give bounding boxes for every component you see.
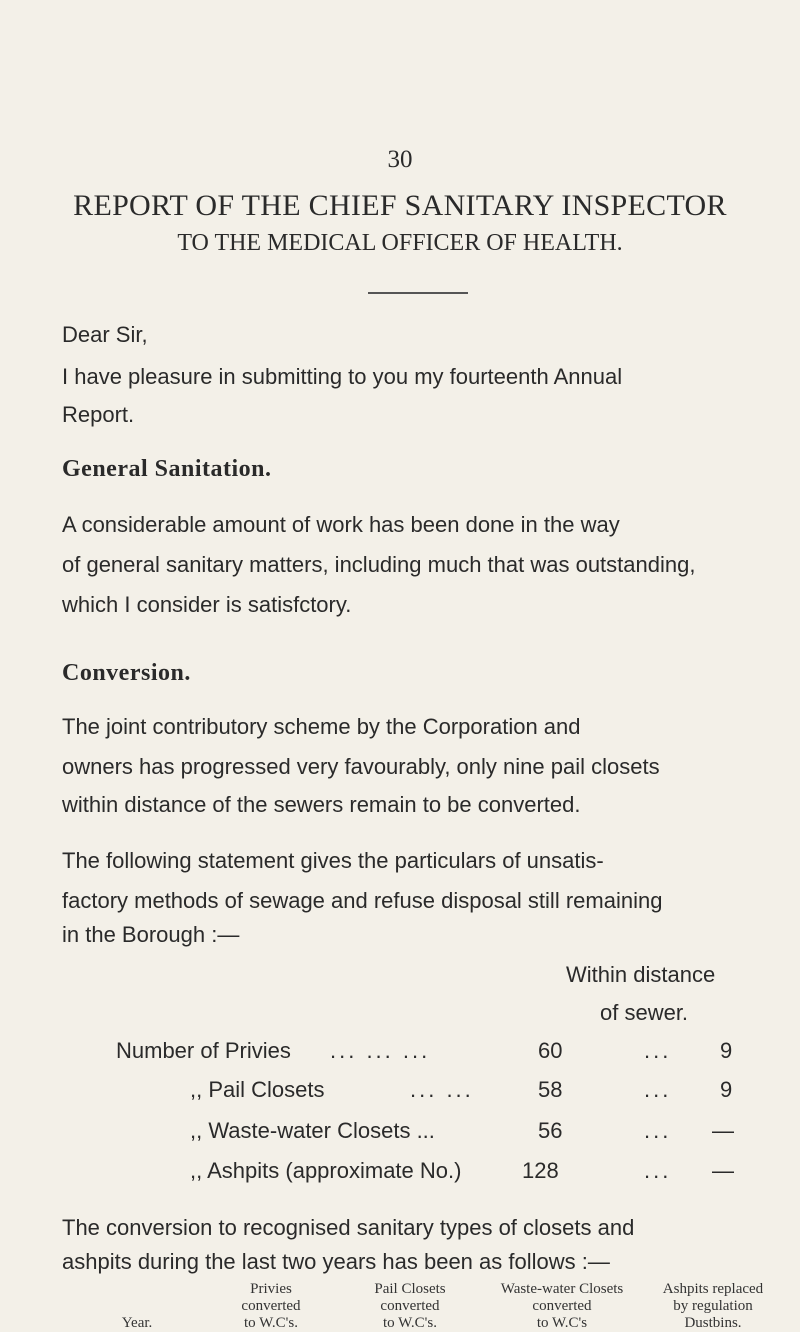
section1-line-2: of general sanitary matters, including much that was outstanding, xyxy=(62,552,696,577)
section-heading-conversion: Conversion. xyxy=(62,660,191,686)
pail-header: Pail Closets converted to W.C's. xyxy=(374,1281,446,1331)
row-dots: ... ... xyxy=(410,1077,474,1102)
section2-line-2: owners has progressed very favourably, only nine pail closets xyxy=(62,754,660,779)
row-sep: ... xyxy=(644,1038,672,1063)
section1-line-3: which I consider is satisfctory. xyxy=(62,592,352,617)
waste-header: Waste-water Closets converted to W.C's xyxy=(500,1281,624,1331)
row-label: ,, Ashpits (approximate No.) xyxy=(190,1158,462,1183)
row-sep: ... xyxy=(644,1158,672,1183)
statement-line-1: The following statement gives the particulars of unsatis- xyxy=(62,848,604,873)
row-dots: ... ... ... xyxy=(330,1038,431,1063)
statement-line-3: in the Borough :— xyxy=(62,922,240,947)
conversion-line-2: ashpits during the last two years has been as follows :— xyxy=(62,1249,610,1274)
of-sewer-heading: of sewer. xyxy=(600,1000,689,1025)
row-within: 9 xyxy=(720,1077,733,1102)
row-label: ,, Waste-water Closets ... xyxy=(190,1118,435,1143)
section2-line-3: within distance of the sewers remain to be converted. xyxy=(62,792,581,817)
row-total: 58 xyxy=(538,1077,563,1102)
intro-line-1: I have pleasure in submitting to you my fourteenth Annual xyxy=(62,364,623,389)
row-sep: ... xyxy=(644,1118,672,1143)
salutation: Dear Sir, xyxy=(62,322,148,347)
within-distance-heading: Within distance xyxy=(566,962,716,987)
divider-rule xyxy=(368,292,468,294)
row-total: 56 xyxy=(538,1118,563,1143)
row-total: 60 xyxy=(538,1038,563,1063)
row-sep: ... xyxy=(644,1077,672,1102)
section2-line-1: The joint contributory scheme by the Corporation and xyxy=(62,714,581,739)
section-heading-general-sanitation: General Sanitation. xyxy=(62,456,272,482)
conversion-line-1: The conversion to recognised sanitary types of closets and xyxy=(62,1215,635,1240)
privies-header: Privies converted to W.C's. xyxy=(241,1281,301,1331)
ashpits-header: Ashpits replaced by regulation Dustbins. xyxy=(662,1281,764,1331)
row-within: — xyxy=(712,1118,734,1143)
page-number: 30 xyxy=(387,146,413,173)
row-label: ,, Pail Closets xyxy=(190,1077,325,1102)
report-subtitle: TO THE MEDICAL OFFICER OF HEALTH. xyxy=(177,230,623,256)
report-title: REPORT OF THE CHIEF SANITARY INSPECTOR xyxy=(73,189,727,222)
row-within: 9 xyxy=(720,1038,733,1063)
row-label: Number of Privies xyxy=(116,1038,291,1063)
section1-line-1: A considerable amount of work has been done in the way xyxy=(62,512,620,537)
year-header: Year. xyxy=(121,1315,153,1331)
row-total: 128 xyxy=(522,1158,559,1183)
intro-line-2: Report. xyxy=(62,402,135,427)
row-within: — xyxy=(712,1158,734,1183)
statement-line-2: factory methods of sewage and refuse disposal still remaining xyxy=(62,888,663,913)
